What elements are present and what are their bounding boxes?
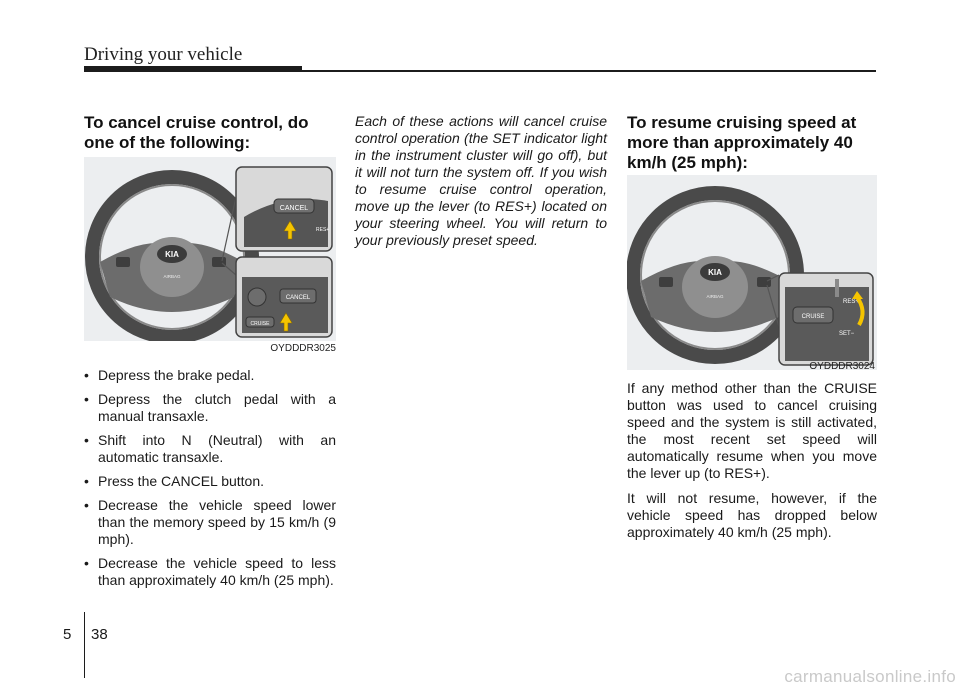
list-item: • Decrease the vehicle speed to less than approximately 40 km/h (25 mph). bbox=[84, 555, 336, 589]
resume-heading: To resume cruising speed at more than approximately 40 km/h (25 mph): bbox=[627, 113, 857, 172]
airbag-label-left: AIRBAG bbox=[163, 274, 181, 279]
steering-wheel-illustration-right bbox=[627, 175, 877, 370]
page-number: 38 bbox=[91, 626, 108, 643]
list-item: • Depress the brake pedal. bbox=[84, 367, 336, 384]
cruise-label-right: CRUISE bbox=[801, 314, 825, 320]
header-rule-thick bbox=[84, 66, 302, 72]
figure-cancel-cruise bbox=[84, 157, 336, 341]
figure-code-left: OYDDDR3025 bbox=[270, 343, 336, 354]
cancel-button-label-bottom: CANCEL bbox=[285, 295, 311, 301]
steering-wheel-illustration-left bbox=[84, 157, 336, 341]
resume-paragraph-2: It will not resume, however, if the vehicle speed has dropped below approximately 40 km/h (25 mph). bbox=[627, 490, 877, 540]
cruise-label-bottom: CRUISE bbox=[250, 321, 270, 327]
section-number: 5 bbox=[63, 626, 72, 643]
header-rule-thin bbox=[302, 70, 876, 72]
list-item: • Shift into N (Neutral) with an automatic transaxle. bbox=[84, 432, 336, 466]
page-header-title: Driving your vehicle bbox=[84, 44, 243, 65]
figure-code-right: OYDDDR3024 bbox=[809, 361, 875, 372]
cancel-methods-list bbox=[84, 367, 336, 589]
resume-text bbox=[627, 380, 877, 549]
svg-text:KIA: KIA bbox=[165, 250, 179, 259]
svg-text:KIA: KIA bbox=[708, 268, 722, 277]
res-label-right: RES+ bbox=[843, 299, 859, 305]
cancel-heading: To cancel cruise control, do one of the following: bbox=[84, 113, 309, 152]
left-column bbox=[84, 113, 336, 153]
list-item: • Depress the clutch pedal with a manual transaxle. bbox=[84, 391, 336, 425]
airbag-label-right: AIRBAG bbox=[706, 294, 724, 299]
watermark: carmanualsonline.info bbox=[784, 667, 956, 686]
right-column bbox=[627, 113, 877, 173]
middle-column bbox=[355, 113, 607, 249]
cancel-button-label-top: CANCEL bbox=[279, 205, 309, 212]
figure-resume-cruise bbox=[627, 175, 877, 370]
list-item: • Decrease the vehicle speed lower than the memory speed by 15 km/h (9 mph). bbox=[84, 497, 336, 548]
resume-paragraph-1: If any method other than the CRUISE button was used to cancel cruising speed and the system is still activated, the most recent set speed will automatically resume when you move the lever up (to RES+). bbox=[627, 380, 877, 481]
cancel-methods bbox=[84, 367, 336, 596]
set-label-right: SET− bbox=[839, 331, 855, 337]
list-item: • Press the CANCEL button. bbox=[84, 473, 336, 490]
footer-rule bbox=[84, 612, 85, 678]
cancel-explanation: Each of these actions will cancel cruise control operation (the SET indicator light in the instrument cluster will go off), but it will not turn the system off. If you wish to resume cruise control operation, move up the lever (to RES+) located on your steering wheel. You will return to your previously preset speed. bbox=[355, 113, 607, 248]
res-label-top: RES+ bbox=[316, 227, 330, 233]
